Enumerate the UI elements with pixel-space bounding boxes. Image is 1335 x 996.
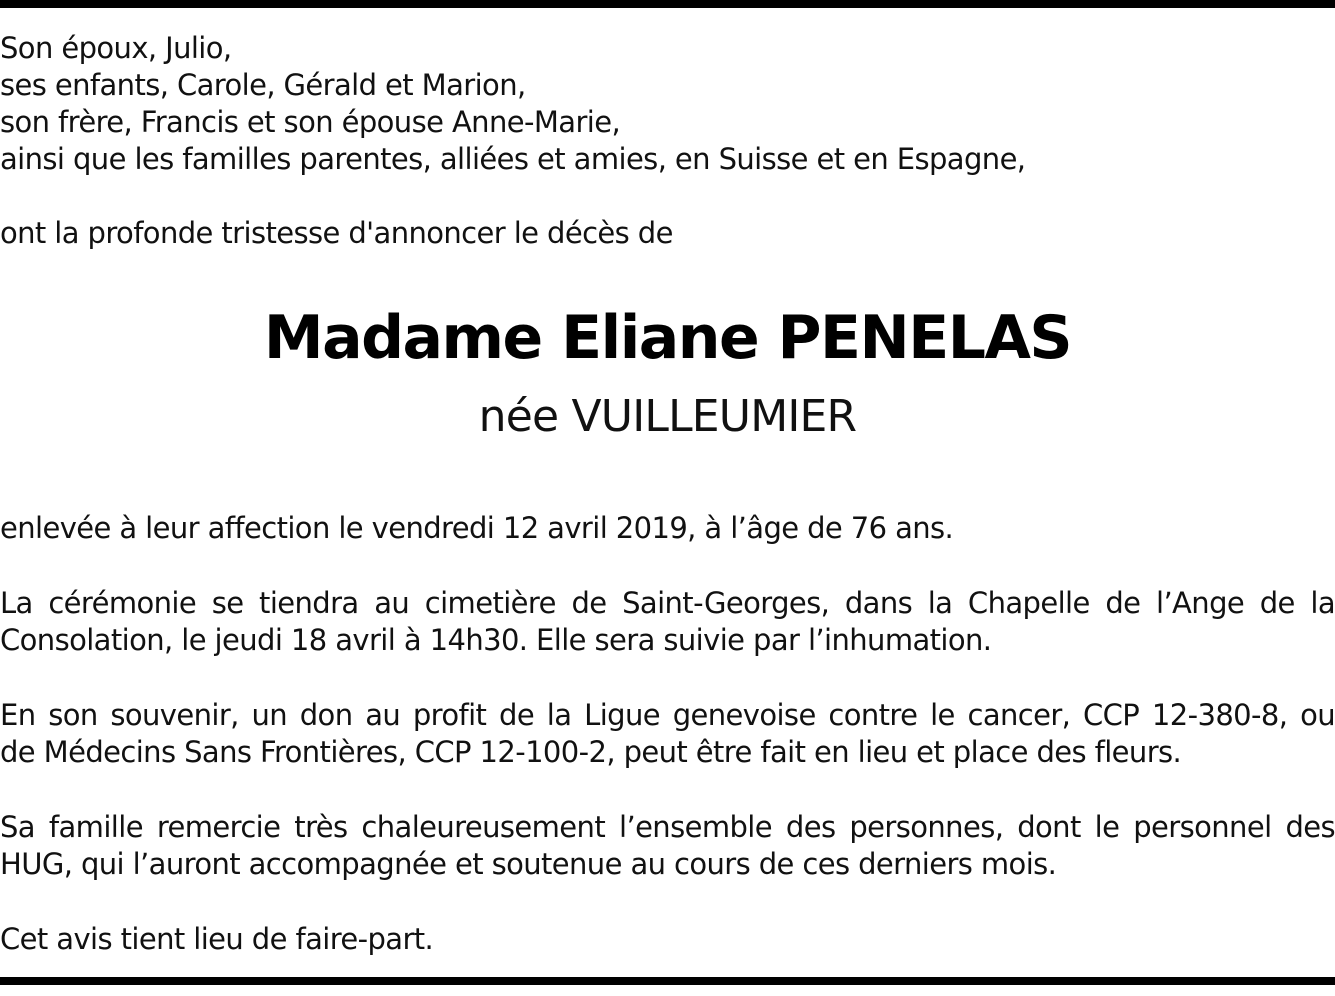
- thanks-line-1: Sa famille remercie très chaleureusement l’ensemble des personnes, dont le personnel des: [0, 810, 1335, 844]
- donation-line-2: de Médecins Sans Frontières, CCP 12-100-2, peut être fait en lieu et place des fleurs.: [0, 735, 1182, 769]
- thanks-paragraph: [0, 809, 1335, 883]
- donation-line-1: En son souvenir, un don au profit de la Ligue genevoise contre le cancer, CCP 12-380-8, ou: [0, 698, 1335, 732]
- ceremony-line-1: La cérémonie se tiendra au cimetière de Saint-Georges, dans la Chapelle de l’Ange de la: [0, 586, 1335, 620]
- announcement-line: ont la profonde tristesse d'annoncer le décès de: [0, 216, 673, 250]
- deceased-name-block: [0, 300, 1335, 442]
- family-line-children: ses enfants, Carole, Gérald et Marion,: [0, 68, 526, 102]
- family-line-brother: son frère, Francis et son épouse Anne-Marie,: [0, 105, 621, 139]
- top-border-rule: [0, 0, 1335, 8]
- family-line-relatives: ainsi que les familles parentes, alliées et amies, en Suisse et en Espagne,: [0, 142, 1026, 176]
- maiden-name: née VUILLEUMIER: [478, 391, 857, 442]
- thanks-line-2: HUG, qui l’auront accompagnée et soutenue au cours de ces derniers mois.: [0, 847, 1057, 881]
- family-line-husband: Son époux, Julio,: [0, 31, 232, 65]
- ceremony-paragraph: [0, 585, 1335, 659]
- passing-paragraph: enlevée à leur affection le vendredi 12 avril 2019, à l’âge de 76 ans.: [0, 511, 954, 545]
- spacer: [0, 178, 1335, 215]
- closing-paragraph: Cet avis tient lieu de faire-part.: [0, 922, 434, 956]
- ceremony-line-2: Consolation, le jeudi 18 avril à 14h30. Elle sera suivie par l’inhumation.: [0, 623, 992, 657]
- notice-body: [0, 510, 1335, 996]
- donation-paragraph: [0, 697, 1335, 771]
- deceased-name: Madame Eliane PENELAS: [263, 303, 1072, 373]
- family-announcement: [0, 30, 1335, 252]
- bottom-border-rule: [0, 977, 1335, 985]
